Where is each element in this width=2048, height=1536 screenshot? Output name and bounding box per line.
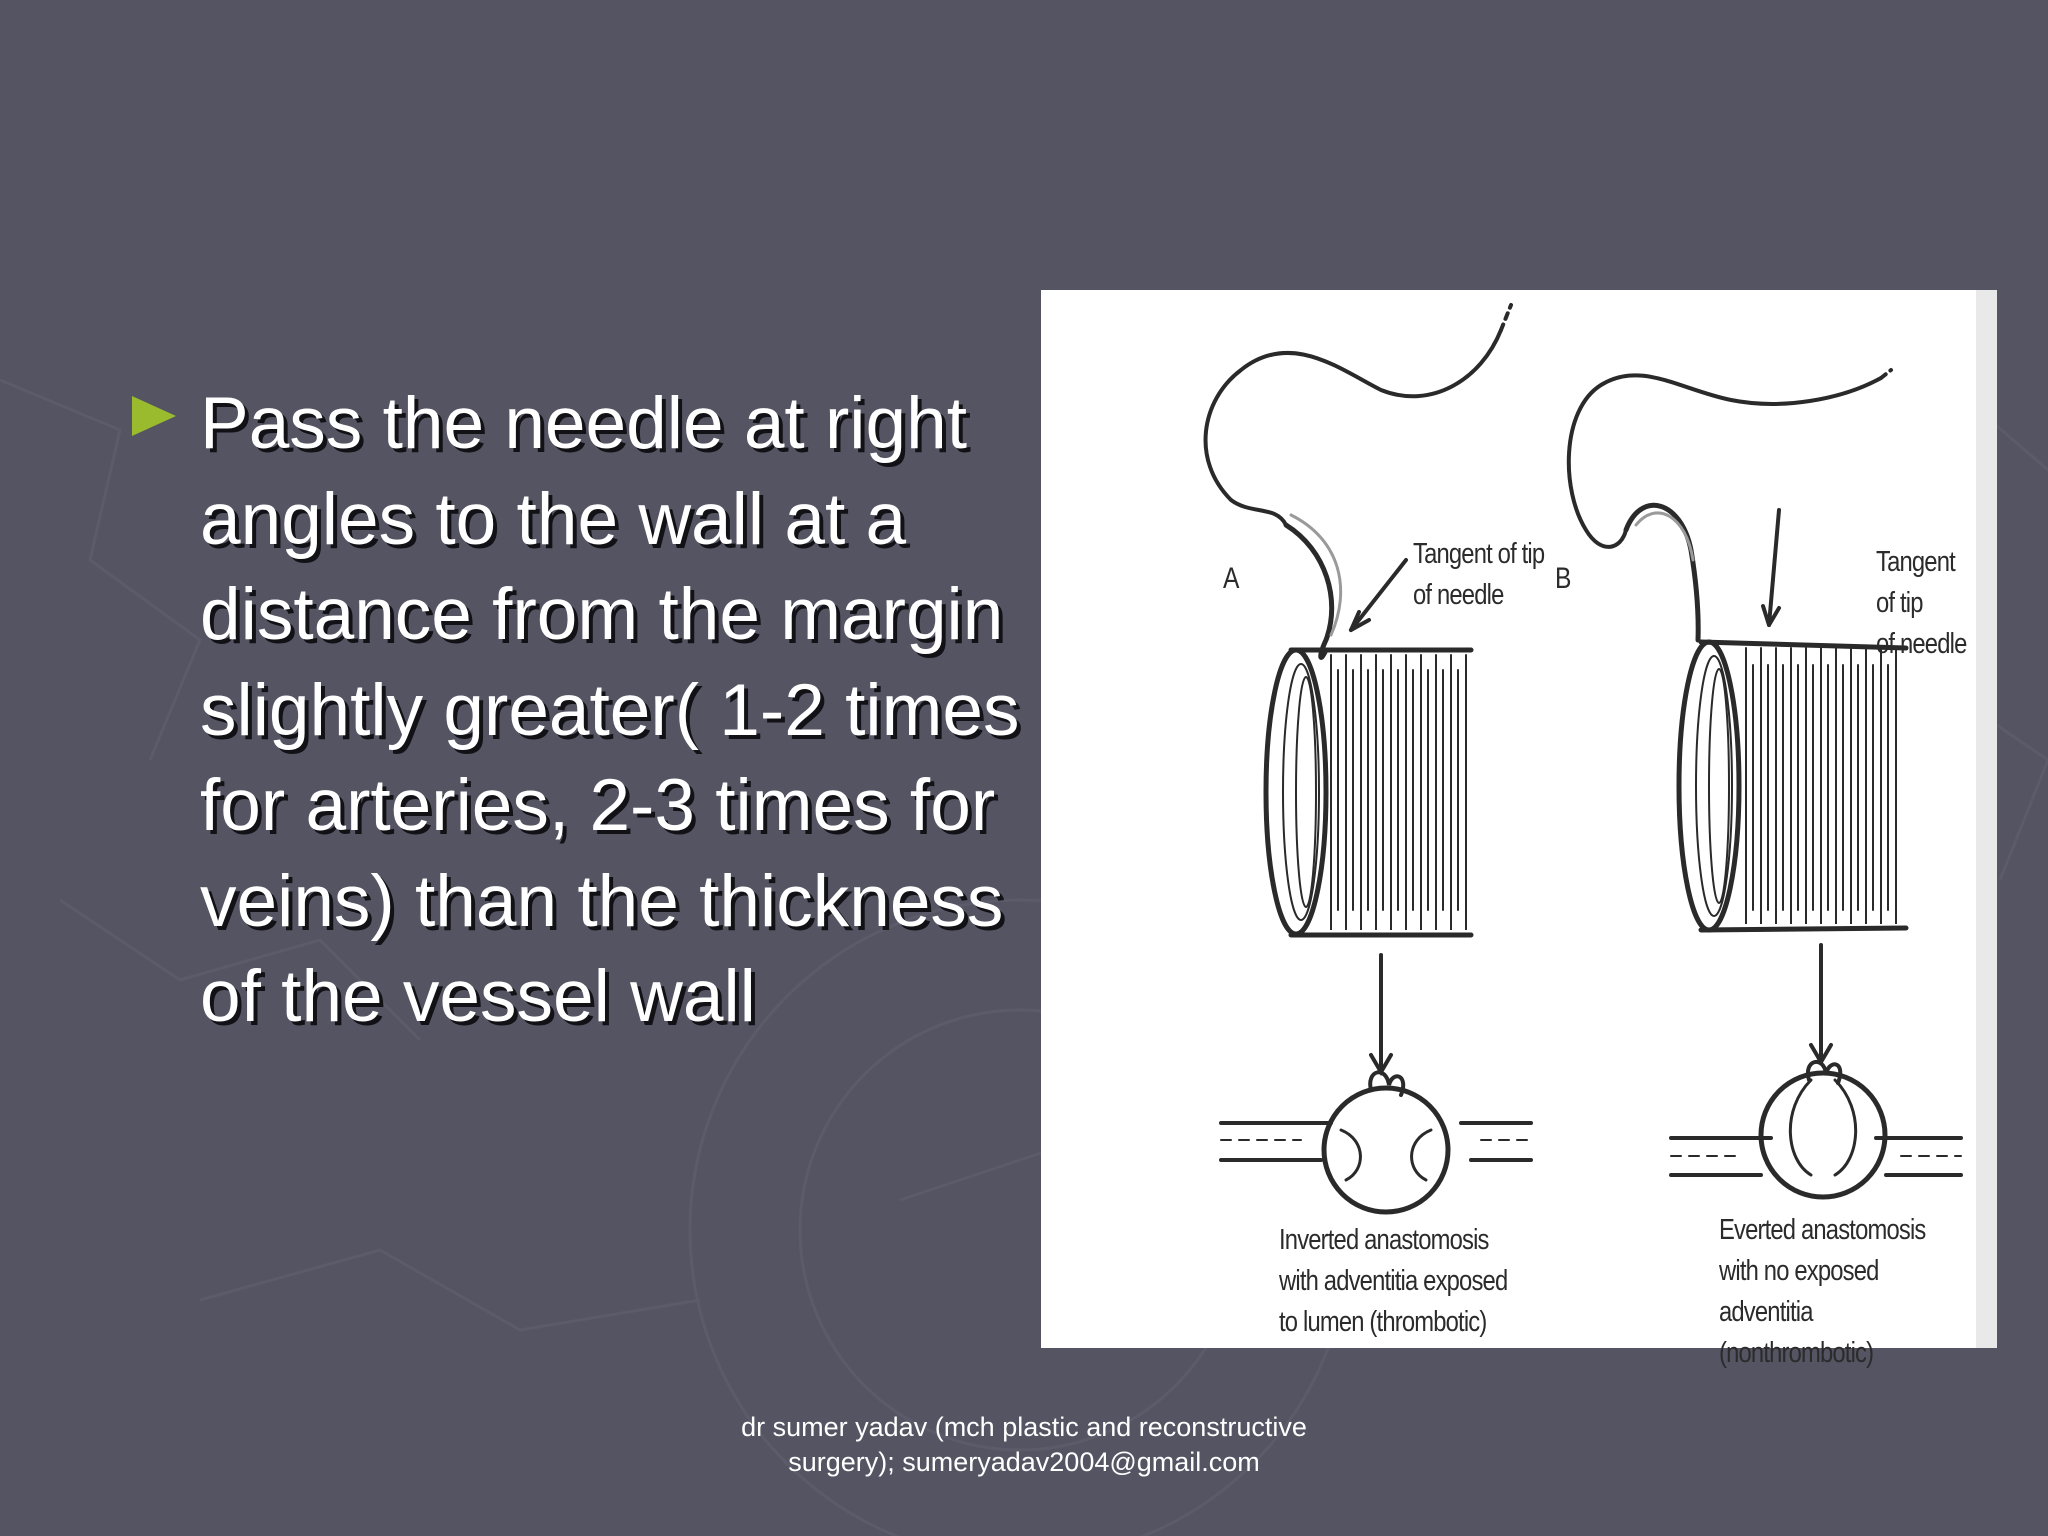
- bullet-arrow-icon: [130, 394, 180, 438]
- anastomosis-illustration: [1041, 290, 1997, 1348]
- panel-a-caption: Inverted anastomosis with adventitia exposed to lumen (thrombotic): [1279, 1224, 1508, 1338]
- panel-b-caption: Everted anastomosis with no exposed adventitia (nonthrombotic): [1719, 1214, 1926, 1369]
- panel-a-drawing: [1206, 305, 1531, 1212]
- bullet-text: Pass the needle at right angles to the wall at a distance from the margin slightly greater( 1-2 times for arteries, 2-3 times for veins) than the thickness of the vessel wall: [200, 383, 1020, 1037]
- anastomosis-figure: [1041, 290, 1997, 1369]
- slide-footer: [624, 1410, 1424, 1480]
- footer-line-1: dr sumer yadav (mch plastic and reconstructive: [741, 1412, 1307, 1442]
- panel-b-letter: B: [1555, 562, 1571, 595]
- panel-a-tangent-label: Tangent of tip of needle: [1413, 538, 1545, 611]
- panel-b-drawing: [1569, 370, 1961, 1197]
- footer-line-2: surgery); sumeryadav2004@gmail.com: [788, 1447, 1260, 1477]
- panel-b-tangent-label: Tangent of tip of needle: [1876, 546, 1967, 660]
- panel-a-letter: A: [1223, 562, 1239, 595]
